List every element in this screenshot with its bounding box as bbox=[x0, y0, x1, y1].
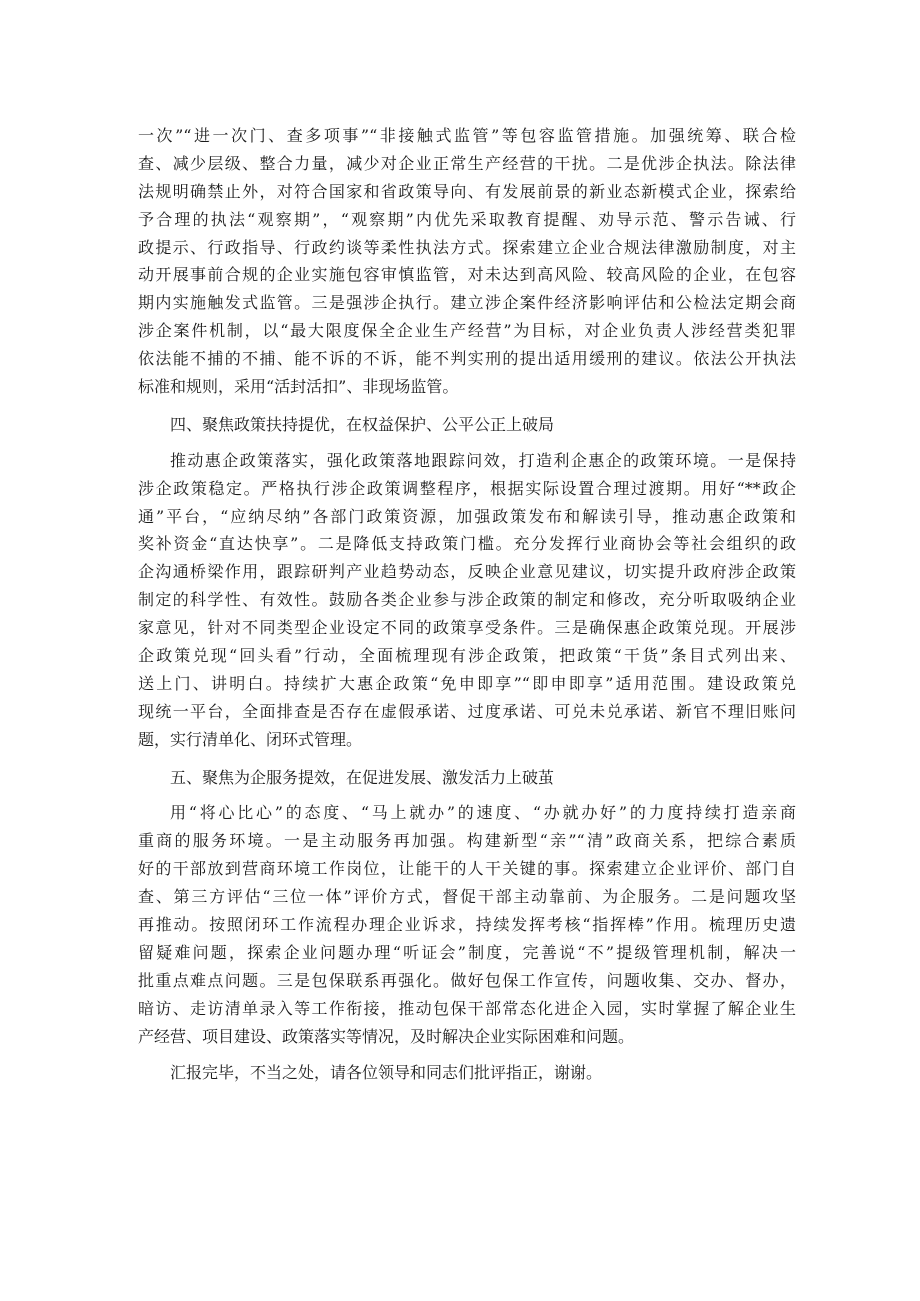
text-line: 动开展事前合规的企业实施包容审慎监管，对未达到高风险、较高风险的企业，在包容 bbox=[138, 265, 796, 285]
text-line: 再推动。按照闭环工作流程办理企业诉求，持续发挥考核“指挥棒”作用。梳理历史遗 bbox=[138, 915, 796, 935]
text-line: 企政策兑现“回头看”行动，全面梳理现有涉企政策，把政策“干货”条目式列出来、 bbox=[138, 646, 796, 666]
text-line: 一次”“进一次门、查多项事”“非接触式监管”等包容监管措施。加强统筹、联合检 bbox=[138, 126, 796, 145]
text-line: 送上门、讲明白。持续扩大惠企政策“免申即享”“即申即享”适用范围。建设政策兑 bbox=[138, 673, 796, 693]
text-line: 通”平台，“应纳尽纳”各部门政策资源，加强政策发布和解读引导，推动惠企政策和 bbox=[138, 506, 796, 526]
text-line: 政提示、行政指导、行政约谈等柔性执法方式。探索建立企业合规法律激励制度，对主 bbox=[138, 237, 796, 257]
paragraph-enterprise-service bbox=[138, 799, 796, 1050]
text-line: 予合理的执法“观察期”，“观察期”内优先采取教育提醒、劝导示范、警示告诫、行 bbox=[138, 209, 796, 229]
text-line: 暗访、走访清单录入等工作衔接，推动包保干部常态化进企入园，实时掌握了解企业生 bbox=[138, 998, 796, 1018]
text-line: 标准和规则，采用“活封活扣”、非现场监管。 bbox=[138, 377, 459, 397]
text-line: 批重点难点问题。三是包保联系再强化。做好包保工作宣传，问题收集、交办、督办， bbox=[138, 970, 796, 990]
text-line: 涉企政策稳定。严格执行涉企政策调整程序，根据实际设置合理过渡期。用好“**政企 bbox=[138, 478, 796, 498]
text-line: 涉企案件机制，以“最大限度保全企业生产经营”为目标，对企业负责人涉经营类犯罪 bbox=[138, 321, 796, 341]
text-line: 家意见，针对不同类型企业设定不同的政策享受条件。三是确保惠企政策兑现。开展涉 bbox=[138, 618, 796, 638]
text-line: 产经营、项目建设、政策落实等情况，及时解决企业实际困难和问题。 bbox=[138, 1026, 635, 1046]
text-line: 重商的服务环境。一是主动服务再加强。构建新型“亲”“清”政商关系，把综合素质 bbox=[138, 831, 796, 851]
text-line: 法规明确禁止外，对符合国家和省政策导向、有发展前景的新业态新模式企业，探索给 bbox=[138, 181, 796, 201]
document-page bbox=[138, 122, 796, 1086]
text-line: 现统一平台，全面排查是否存在虚假承诺、过度承诺、可兑未兑承诺、新官不理旧账问 bbox=[138, 701, 796, 721]
text-line: 制定的科学性、有效性。鼓励各类企业参与涉企政策的制定和修改，充分听取吸纳企业 bbox=[138, 590, 796, 610]
text-line: 期内实施触发式监管。三是强涉企执行。建立涉企案件经济影响评估和公检法定期会商 bbox=[138, 293, 796, 313]
text-line: 奖补资金“直达快享”。二是降低支持政策门槛。充分发挥行业商协会等社会组织的政 bbox=[138, 534, 796, 554]
text-line: 查、第三方评估“三位一体”评价方式，督促干部主动靠前、为企服务。二是问题攻坚 bbox=[138, 887, 796, 907]
text-line: 好的干部放到营商环境工作岗位，让能干的人干关键的事。探索建立企业评价、部门自 bbox=[138, 859, 796, 879]
text-line: 推动惠企政策落实，强化政策落地跟踪问效，打造利企惠企的政策环境。一是保持 bbox=[170, 450, 796, 470]
paragraph-policy-support bbox=[138, 447, 796, 754]
paragraph-supervision-enforcement bbox=[138, 122, 796, 401]
text-line: 依法能不捕的不捕、能不诉的不诉，能不判实刑的提出适用缓刑的建议。依法公开执法 bbox=[138, 349, 796, 369]
section-heading-4: 四、聚焦政策扶持提优，在权益保护、公平公正上破局 bbox=[170, 414, 555, 434]
section-heading-5: 五、聚焦为企服务提效，在促进发展、激发活力上破茧 bbox=[170, 767, 555, 787]
text-line: 题，实行清单化、闭环式管理。 bbox=[138, 729, 363, 749]
text-line: 企沟通桥梁作用，跟踪研判产业趋势动态，反映企业意见建议，切实提升政府涉企政策 bbox=[138, 562, 796, 582]
text-line: 用“将心比心”的态度、“马上就办”的速度、“办就办好”的力度持续打造亲商 bbox=[170, 803, 796, 823]
text-line: 查、减少层级、整合力量，减少对企业正常生产经营的干扰。二是优涉企执法。除法律 bbox=[138, 153, 796, 173]
closing-remark: 汇报完毕，不当之处，请各位领导和同志们批评指正，谢谢。 bbox=[170, 1062, 603, 1082]
text-line: 留疑难问题，探索企业问题办理“听证会”制度，完善说“不”提级管理机制，解决一 bbox=[138, 942, 796, 962]
